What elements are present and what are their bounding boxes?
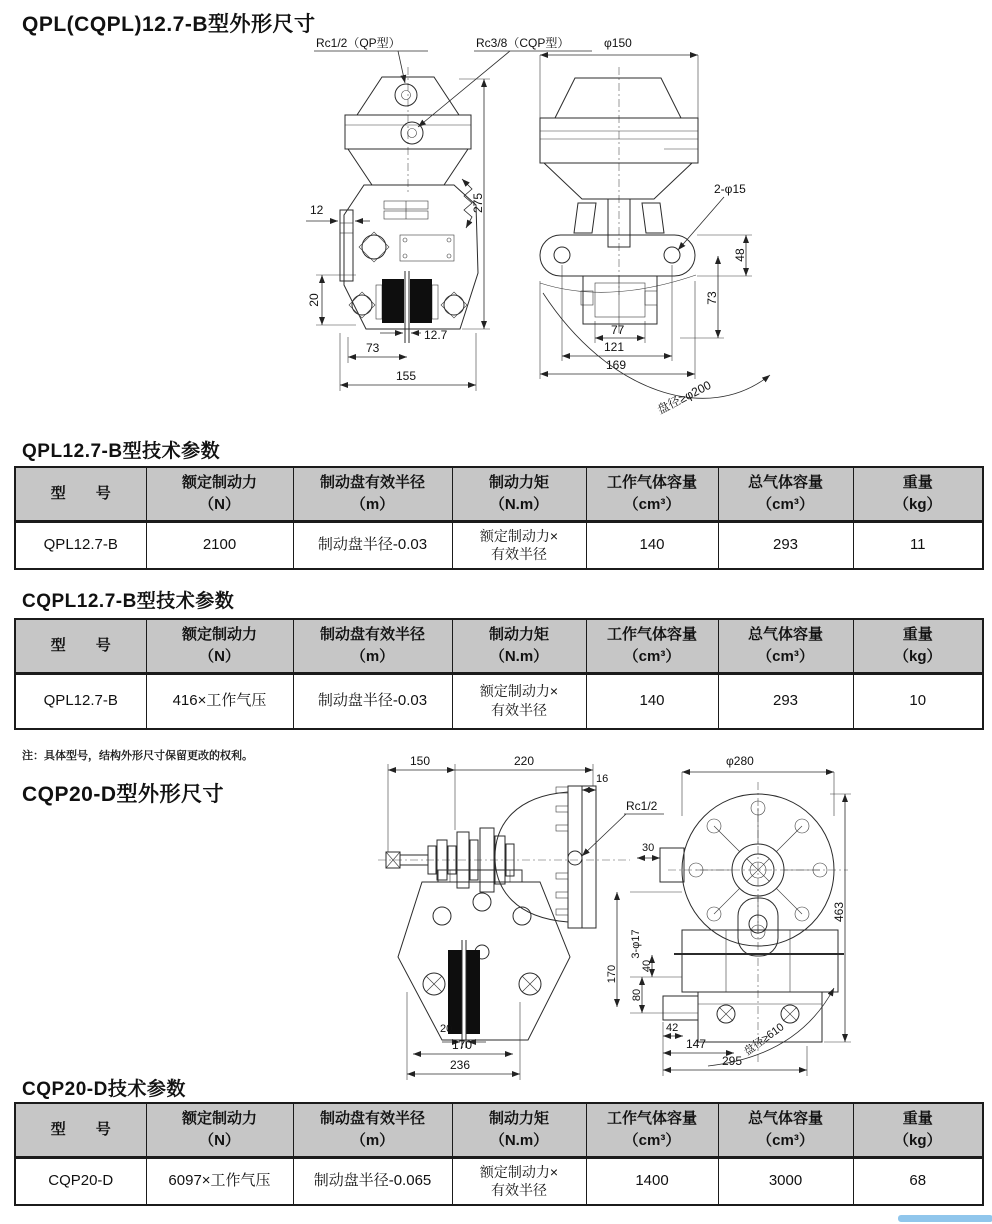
dim-169: 169	[606, 358, 627, 372]
port-label-qp: Rc1/2（QP型）	[316, 36, 401, 50]
cell-force: 2100	[146, 521, 293, 569]
col-weight: 重量 （kg）	[853, 467, 983, 521]
cell-total-gas: 293	[718, 521, 853, 569]
disc-diameter-note: 盘径≥φ200	[654, 377, 714, 417]
dim-30: 30	[642, 842, 655, 854]
col-force: 额定制动力 （N）	[146, 467, 293, 521]
dim-77: 77	[611, 323, 625, 337]
col-model: 型 号	[15, 467, 146, 521]
dim-147: 147	[686, 1037, 707, 1051]
cell-model: QPL12.7-B	[15, 673, 146, 729]
cell-torque: 额定制动力× 有效半径	[452, 521, 586, 569]
cqp20d-side-view	[378, 754, 664, 1080]
qpl-spec-table	[14, 466, 984, 570]
dim-phi150: φ150	[604, 36, 632, 50]
cqpl-spec-table	[14, 618, 984, 730]
cell-weight: 68	[853, 1157, 983, 1205]
dimension-drawing-cqp20d	[330, 752, 992, 1090]
dim-170: 170	[452, 1038, 473, 1052]
dim-40: 40	[641, 959, 653, 973]
page-title: QPL(CQPL)12.7-B型外形尺寸	[22, 13, 316, 36]
col-working-gas: 工作气体容量 （cm³）	[586, 619, 718, 673]
cell-model: QPL12.7-B	[15, 521, 146, 569]
dim-48: 48	[733, 248, 747, 262]
col-working-gas: 工作气体容量 （cm³）	[586, 467, 718, 521]
cell-model: CQP20-D	[15, 1157, 146, 1205]
cell-radius: 制动盘半径-0.065	[293, 1157, 452, 1205]
footnote: 注：具体型号，结构外形尺寸保留更改的权利。	[22, 750, 253, 762]
dim-12-7: 12.7	[424, 328, 448, 342]
disc-diameter-note: 盘径≥610	[741, 1021, 787, 1059]
col-torque: 制动力矩 （N.m）	[452, 1103, 586, 1157]
port-label-rc12: Rc1/2	[626, 799, 658, 813]
page-accent-bar	[898, 1215, 992, 1222]
section-title-cqpl-params: CQPL12.7-B型技术参数	[22, 591, 235, 612]
col-weight: 重量 （kg）	[853, 1103, 983, 1157]
col-force: 额定制动力 （N）	[146, 1103, 293, 1157]
dim-155: 155	[396, 369, 417, 383]
col-torque: 制动力矩 （N.m）	[452, 619, 586, 673]
dim-42: 42	[666, 1022, 679, 1034]
col-radius: 制动盘有效半径 （m）	[293, 467, 452, 521]
section-title-qpl-params: QPL12.7-B型技术参数	[22, 441, 221, 462]
col-total-gas: 总气体容量 （cm³）	[718, 619, 853, 673]
dim-236: 236	[450, 1058, 471, 1072]
dim-16: 16	[596, 773, 609, 785]
col-radius: 制动盘有效半径 （m）	[293, 1103, 452, 1157]
cell-torque: 额定制动力× 有效半径	[452, 673, 586, 729]
col-model: 型 号	[15, 1103, 146, 1157]
cqp20-spec-table	[14, 1102, 984, 1206]
cell-weight: 11	[853, 521, 983, 569]
col-weight: 重量 （kg）	[853, 619, 983, 673]
dim-73r: 73	[705, 291, 719, 305]
dim-20: 20	[440, 1023, 453, 1035]
cell-torque: 额定制动力× 有效半径	[452, 1157, 586, 1205]
cell-working-gas: 140	[586, 673, 718, 729]
col-radius: 制动盘有效半径 （m）	[293, 619, 452, 673]
dimension-drawing-qpl12-7b	[278, 33, 992, 435]
dim-275: 275	[471, 192, 485, 214]
col-total-gas: 总气体容量 （cm³）	[718, 467, 853, 521]
dim-121: 121	[604, 340, 625, 354]
dim-73: 73	[366, 341, 380, 355]
dim-2phi15: 2-φ15	[714, 182, 746, 196]
cell-total-gas: 293	[718, 673, 853, 729]
dim-20: 20	[307, 293, 321, 307]
section-title-cqp20-dim: CQP20-D型外形尺寸	[22, 783, 225, 806]
col-force: 额定制动力 （N）	[146, 619, 293, 673]
cell-working-gas: 1400	[586, 1157, 718, 1205]
dim-463: 463	[832, 901, 846, 923]
cell-force: 6097×工作气压	[146, 1157, 293, 1205]
dim-150: 150	[410, 754, 431, 768]
cell-radius: 制动盘半径-0.03	[293, 521, 452, 569]
table-row	[15, 1157, 983, 1205]
qpl-front-view	[306, 35, 592, 391]
cell-total-gas: 3000	[718, 1157, 853, 1205]
dim-170v: 170	[606, 964, 618, 984]
port-label-cqp: Rc3/8（CQP型）	[476, 36, 570, 50]
dim-3phi17: 3-φ17	[630, 929, 642, 959]
col-total-gas: 总气体容量 （cm³）	[718, 1103, 853, 1157]
cell-radius: 制动盘半径-0.03	[293, 673, 452, 729]
cell-working-gas: 140	[586, 521, 718, 569]
dim-phi280: φ280	[726, 754, 754, 768]
cell-weight: 10	[853, 673, 983, 729]
table-row	[15, 673, 983, 729]
cell-force: 416×工作气压	[146, 673, 293, 729]
dim-220: 220	[514, 754, 535, 768]
section-title-cqp20-params: CQP20-D技术参数	[22, 1079, 186, 1100]
col-model: 型 号	[15, 619, 146, 673]
dim-295: 295	[722, 1054, 743, 1068]
col-working-gas: 工作气体容量 （cm³）	[586, 1103, 718, 1157]
table-row	[15, 521, 983, 569]
col-torque: 制动力矩 （N.m）	[452, 467, 586, 521]
qpl-side-view	[540, 36, 770, 417]
dim-80: 80	[631, 988, 643, 1002]
dim-12: 12	[310, 203, 324, 217]
